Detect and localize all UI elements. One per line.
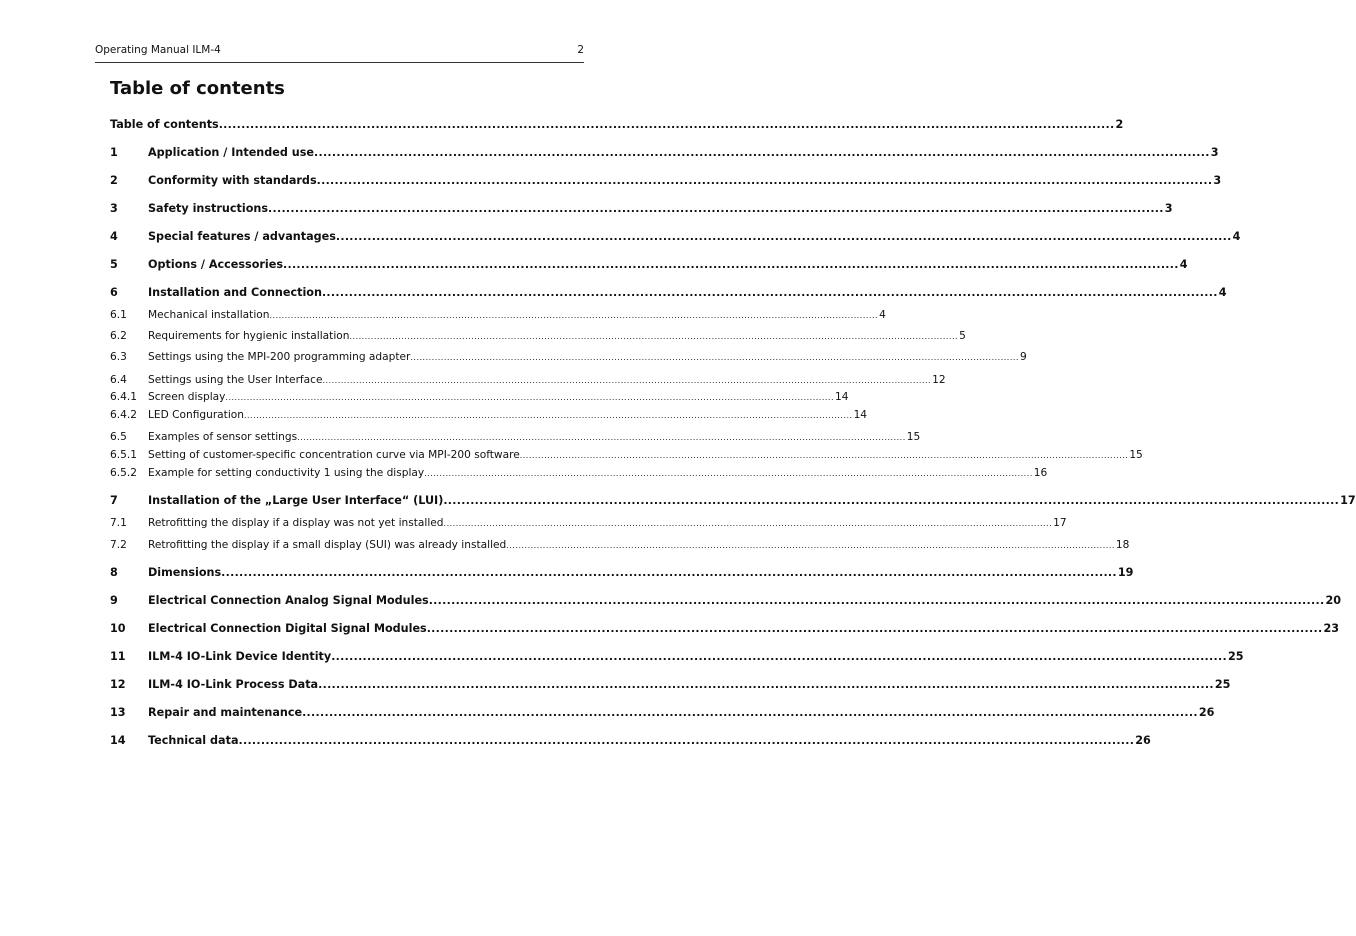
toc-entry-number: 12: [110, 678, 126, 691]
dot-leader: ........................................................................................................................................................................................................: [218, 118, 1115, 131]
toc-entry-number: 13: [110, 706, 126, 719]
running-header-page-number: 2: [577, 44, 584, 56]
toc-entry-page: 17: [1053, 517, 1067, 529]
toc-entry[interactable]: [110, 202, 1173, 216]
toc-entry[interactable]: [110, 350, 1027, 365]
toc-entry-number: 6.1: [110, 309, 127, 321]
dot-leader: ........................................................................................................................................................................................................: [243, 411, 853, 420]
toc-entry-title: Dimensions: [148, 566, 222, 579]
toc-entry[interactable]: [110, 430, 921, 445]
toc-entry-page: 3: [1213, 174, 1222, 187]
toc-entry-number: 3: [110, 202, 118, 215]
toc-entry[interactable]: [110, 494, 1356, 508]
toc-entry-title: Installation of the „Large User Interface“ (LUI): [148, 494, 444, 507]
toc-entry-title: Application / Intended use: [148, 146, 314, 159]
dot-leader: ........................................................................................................................................................................................................: [428, 594, 1325, 607]
toc-entry-title: Retrofitting the display if a small display (SUI) was already installed: [148, 539, 507, 551]
toc-entry-title: Technical data: [148, 734, 239, 747]
toc-entry-number: 9: [110, 594, 118, 607]
toc-entry-page: 14: [853, 409, 868, 421]
toc-entry[interactable]: [110, 230, 1241, 244]
toc-entry[interactable]: [110, 146, 1219, 160]
toc-entry[interactable]: [110, 408, 868, 423]
toc-entry-title: ILM-4 IO-Link Process Data: [148, 678, 319, 691]
toc-entry-page: 2: [1115, 118, 1124, 131]
toc-entry-number: 6.4: [110, 374, 127, 386]
toc-entry-title: Example for setting conductivity 1 using the display: [148, 467, 425, 479]
dot-leader: ........................................................................................................................................................................................................: [225, 393, 834, 402]
dot-leader: ........................................................................................................................................................................................................: [443, 519, 1053, 528]
toc-entry-page: 15: [906, 431, 921, 443]
dot-leader: ........................................................................................................................................................................................................: [410, 353, 1019, 362]
toc-entry-title: Options / Accessories: [148, 258, 283, 271]
toc-entry-title: Repair and maintenance: [148, 706, 303, 719]
toc-entry-number: 8: [110, 566, 118, 579]
dot-leader: ........................................................................................................................................................................................................: [318, 678, 1214, 691]
dot-leader: ........................................................................................................................................................................................................: [426, 622, 1323, 635]
toc-entry[interactable]: [110, 373, 946, 388]
dot-leader: ........................................................................................................................................................................................................: [269, 311, 879, 320]
toc-entry-number: 7: [110, 494, 118, 507]
toc-entry-number: 6.2: [110, 330, 127, 342]
toc-entry-number: 6: [110, 286, 118, 299]
toc-entry-page: 9: [1019, 351, 1027, 363]
toc-entry[interactable]: [110, 390, 849, 405]
toc-entry[interactable]: [110, 538, 1130, 553]
toc-entry[interactable]: [110, 286, 1227, 300]
toc-entry[interactable]: [110, 622, 1340, 636]
dot-leader: ........................................................................................................................................................................................................: [321, 286, 1218, 299]
dot-leader: ........................................................................................................................................................................................................: [322, 376, 932, 385]
toc-entry-title: Screen display: [148, 391, 226, 403]
toc-entry-number: 6.4.2: [110, 409, 137, 421]
toc-entry-number: 7.1: [110, 517, 127, 529]
toc-entry-page: 19: [1117, 566, 1134, 579]
toc-entry-number: 5: [110, 258, 118, 271]
toc-entry-title: Electrical Connection Analog Signal Modules: [148, 594, 429, 607]
toc-entry-page: 18: [1115, 539, 1130, 551]
toc-entry-title: Retrofitting the display if a display was not yet installed: [148, 517, 444, 529]
toc-entry-number: 6.5.2: [110, 467, 137, 479]
toc-entry-number: 7.2: [110, 539, 127, 551]
toc-entry[interactable]: [110, 174, 1222, 188]
toc-entry-title: Settings using the User Interface: [148, 374, 323, 386]
toc-entry-number: 14: [110, 734, 126, 747]
dot-leader: ........................................................................................................................................................................................................: [335, 230, 1232, 243]
toc-entry-page: 5: [959, 330, 966, 342]
toc-entry-title: ILM-4 IO-Link Device Identity: [148, 650, 332, 663]
dot-leader: ........................................................................................................................................................................................................: [302, 706, 1198, 719]
header-rule: [95, 62, 584, 63]
toc-entry[interactable]: [110, 329, 966, 344]
dot-leader: ........................................................................................................................................................................................................: [443, 494, 1340, 507]
toc-entry-number: 4: [110, 230, 118, 243]
toc-entry-title: Mechanical installation: [148, 309, 270, 321]
toc-entry-number: 10: [110, 622, 126, 635]
toc-entry-page: 20: [1325, 594, 1342, 607]
toc-entry[interactable]: [110, 118, 1124, 132]
toc-entry-title: Electrical Connection Digital Signal Modules: [148, 622, 427, 635]
dot-leader: ........................................................................................................................................................................................................: [519, 451, 1129, 460]
toc-entry[interactable]: [110, 650, 1244, 664]
dot-leader: ........................................................................................................................................................................................................: [283, 258, 1179, 271]
toc-entry-page: 25: [1214, 678, 1231, 691]
toc-entry-page: 17: [1340, 494, 1356, 507]
page-title: Table of contents: [110, 78, 285, 99]
toc-entry-title: Conformity with standards: [148, 174, 317, 187]
dot-leader: ........................................................................................................................................................................................................: [221, 566, 1117, 579]
toc-entry-number: 11: [110, 650, 126, 663]
toc-entry[interactable]: [110, 734, 1151, 748]
toc-entry-title: Table of contents: [110, 118, 219, 131]
toc-entry-page: 4: [1179, 258, 1188, 271]
running-header-title: Operating Manual ILM-4: [95, 44, 221, 56]
toc-entry-page: 14: [835, 391, 849, 403]
toc-entry-page: 12: [932, 374, 946, 386]
toc-entry[interactable]: [110, 516, 1067, 531]
toc-entry-number: 6.3: [110, 351, 127, 363]
toc-entry[interactable]: [110, 594, 1342, 608]
toc-entry-page: 16: [1033, 467, 1048, 479]
toc-entry[interactable]: [110, 706, 1215, 720]
toc-entry-page: 23: [1323, 622, 1340, 635]
toc-entry-title: Installation and Connection: [148, 286, 322, 299]
toc-entry-page: 4: [1232, 230, 1241, 243]
toc-entry-title: Special features / advantages: [148, 230, 336, 243]
toc-entry-page: 25: [1227, 650, 1244, 663]
toc-entry-page: 4: [1218, 286, 1227, 299]
toc-entry-number: 2: [110, 174, 118, 187]
toc-entry-title: Safety instructions: [148, 202, 269, 215]
toc-entry[interactable]: [110, 678, 1231, 692]
toc-entry[interactable]: [110, 308, 886, 323]
toc-entry-page: 26: [1198, 706, 1215, 719]
toc-entry[interactable]: [110, 566, 1134, 580]
toc-entry-page: 15: [1129, 449, 1143, 461]
toc-entry-number: 6.4.1: [110, 391, 137, 403]
toc-entry-page: 4: [879, 309, 886, 321]
toc-entry-title: Examples of sensor settings: [148, 431, 298, 443]
dot-leader: ........................................................................................................................................................................................................: [506, 541, 1115, 550]
toc-entry-title: Settings using the MPI-200 programming adapter: [148, 351, 411, 363]
toc-entry-number: 6.5.1: [110, 449, 137, 461]
dot-leader: ........................................................................................................................................................................................................: [268, 202, 1164, 215]
toc-entry[interactable]: [110, 258, 1188, 272]
toc-entry-page: 3: [1210, 146, 1219, 159]
dot-leader: ........................................................................................................................................................................................................: [238, 734, 1135, 747]
toc-entry-title: Requirements for hygienic installation: [148, 330, 350, 342]
dot-leader: ........................................................................................................................................................................................................: [313, 146, 1210, 159]
toc-entry-number: 1: [110, 146, 118, 159]
toc-entry-title: Setting of customer-specific concentration curve via MPI-200 software: [148, 449, 520, 461]
toc-entry[interactable]: [110, 466, 1048, 481]
dot-leader: ........................................................................................................................................................................................................: [331, 650, 1227, 663]
dot-leader: ........................................................................................................................................................................................................: [316, 174, 1213, 187]
toc-entry-number: 6.5: [110, 431, 127, 443]
toc-entry[interactable]: [110, 448, 1143, 463]
dot-leader: ........................................................................................................................................................................................................: [297, 433, 906, 442]
toc-entry-page: 3: [1164, 202, 1173, 215]
toc-entry-page: 26: [1135, 734, 1151, 747]
dot-leader: ........................................................................................................................................................................................................: [424, 469, 1033, 478]
dot-leader: ........................................................................................................................................................................................................: [349, 332, 959, 341]
toc-entry-title: LED Configuration: [148, 409, 244, 421]
